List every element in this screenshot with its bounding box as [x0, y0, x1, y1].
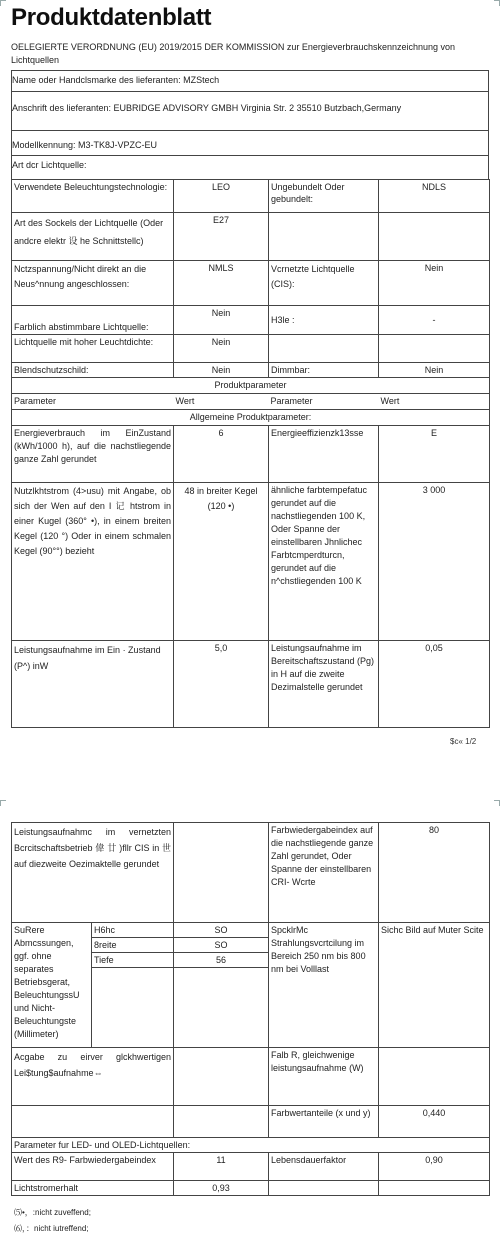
- page-corner-mark: [0, 800, 6, 806]
- cell-label: Farblich abstimmbare Lichtquelle:: [12, 306, 174, 335]
- cell-value: Sichc Bild auf Muter Scite: [379, 923, 490, 1048]
- cell-value: 0,440: [379, 1106, 490, 1138]
- cell-value: E: [379, 426, 490, 483]
- cell-label: Lichtstromerhalt: [12, 1181, 174, 1196]
- address-line: Anschrift des lieferanten: EUBRIDGE ADVISORY GMBH Virginia Str. 2 35510 Butzbach,Germany: [12, 103, 402, 113]
- table-row: [12, 180, 490, 213]
- table-row: [12, 306, 490, 335]
- table-border: [11, 70, 12, 180]
- cell-label: Leistungsaufnahme im Bereitschaftszustand (Pg) in H auf die zweite Dezimalstelle gerundet: [269, 641, 379, 728]
- cell-label: Vcrnetzte Lichtquelle (CIS):: [269, 261, 379, 306]
- cell-label: [269, 335, 379, 363]
- table-border: [488, 70, 489, 180]
- divider: [11, 155, 488, 156]
- table-row: [12, 641, 490, 728]
- cell-value: Nein: [174, 335, 269, 363]
- light-source-type-label: Art dcr Lichtquelle:: [12, 160, 87, 170]
- cell-label: Verwendete Beleuchtungstechnologie:: [12, 180, 174, 213]
- cell-value: NDLS: [379, 180, 490, 213]
- section-header-row: [12, 410, 490, 426]
- cell-value: [174, 1048, 269, 1106]
- table-row: [12, 1048, 490, 1106]
- cell-label: [269, 213, 379, 261]
- table-row: [12, 426, 490, 483]
- table-row: [12, 923, 490, 938]
- cell-value: 11: [174, 1153, 269, 1181]
- divider: [11, 70, 488, 71]
- cell-label: Energieeffizienzk13sse: [269, 426, 379, 483]
- cell-label: SpcklrMc Strahlungsvcrtcilung im Bereich 250 nm bis 800 nm bei Volllast: [269, 923, 379, 1048]
- cell-label: Dimmbar:: [269, 363, 379, 378]
- page-corner-mark: [494, 0, 500, 6]
- cell-value: 48 in breiter Kegel (120 •): [174, 483, 269, 641]
- regulation-text: OELEGIERTE VERORDNUNG (EU) 2019/2015 DER KOMMISSION zur Energieverbrauchskennzeichnung von Lichtquellen: [11, 42, 456, 65]
- table-row: [12, 1153, 490, 1181]
- cell-value: E27: [174, 213, 269, 261]
- cell-label: Leistungsaufnahmc im vernetzten Bcrcitschaftsbetrieb 偉 廿 )fllr CIS in 世 auf diezweite Oezimaktelle gerundet: [12, 823, 174, 923]
- section-header-row: [12, 1138, 490, 1153]
- cell-label: Farbwiedergabeindex auf die nachstliegende ganze Zahl gerundet, Oder Spanne der einstellbaren CRI- Wcrte: [269, 823, 379, 923]
- cell-value: [379, 213, 490, 261]
- dimension-value: SO: [174, 938, 269, 953]
- table-row: [12, 213, 490, 261]
- dimension-spacer: [174, 968, 269, 1048]
- dimension-name: H6hc: [92, 923, 174, 938]
- column-header-row: [12, 394, 490, 410]
- cell-value: [379, 1181, 490, 1196]
- cell-label: Lichtquelle mit hoher Leuchtdichte:: [12, 335, 174, 363]
- table-row: [12, 483, 490, 641]
- dimensions-label: SuRere Abmcssungen, ggf. ohne separates Betriebsgerat, BeleuchtungssU und Nicht-Beleuchtungste (Millimeter): [12, 923, 92, 1048]
- column-header: Wert: [379, 394, 490, 410]
- brand-line: Name oder Handclsmarke des lieferanten: MZStech: [12, 75, 220, 85]
- cell-label: Ungebundelt Oder gebundelt:: [269, 180, 379, 213]
- column-header: Parameter: [269, 394, 379, 410]
- dimension-value: 56: [174, 953, 269, 968]
- cell-label: [12, 1106, 174, 1138]
- cell-label: [269, 1181, 379, 1196]
- table-row: [12, 1106, 490, 1138]
- cell-label: Nctzspannung/Nicht direkt an die Neus^nnung angeschlossen:: [12, 261, 174, 306]
- divider: [11, 91, 488, 92]
- page-corner-mark: [0, 0, 6, 6]
- dimension-name: Tiefe: [92, 953, 174, 968]
- cell-value: 0,90: [379, 1153, 490, 1181]
- cell-label: Acgabe zu eirver glckhwertigen Lei$tung$aufnahme⇔: [12, 1048, 174, 1106]
- dimension-spacer: [92, 968, 174, 1048]
- model-line: Modellkennung: M3-TK8J-VPZC-EU: [12, 140, 158, 150]
- document-title: Produktdatenblatt: [11, 4, 212, 31]
- section-title-led: Parameter fur LED- und OLED-Lichtquellen:: [12, 1138, 490, 1153]
- cell-label: Falb R, gleichwenige leistungsaufnahme (W): [269, 1048, 379, 1106]
- cell-value: 0,05: [379, 641, 490, 728]
- cell-label: Leistungsaufnahme im Ein · Zustand (P^) inW: [12, 641, 174, 728]
- cell-label: Wert des R9- Farbwiedergabeindex: [12, 1153, 174, 1181]
- cell-value: Nein: [379, 363, 490, 378]
- cell-value: Nein: [379, 261, 490, 306]
- cell-value: 0,93: [174, 1181, 269, 1196]
- table-row: [12, 261, 490, 306]
- cell-value: [174, 1106, 269, 1138]
- page-corner-mark: [494, 800, 500, 806]
- footnote: ⑹，：nicht iutreffend;: [14, 1224, 89, 1233]
- table-row: [12, 1181, 490, 1196]
- page-2: [0, 800, 500, 1244]
- product-params-table-continued: [11, 822, 490, 1196]
- cell-label: Energieverbrauch im EinZustand (kWh/1000 h), auf die nachstliegende ganze Zahl gerundet: [12, 426, 174, 483]
- cell-label: Art des Sockels der Lichtquelle (Oder andcre elektr 设 he Schnittstellc): [12, 213, 174, 261]
- section-title-product-params: Produktparameter: [12, 378, 490, 394]
- table-row: [12, 363, 490, 378]
- section-title-general: Allgemeine Produktparameter:: [12, 410, 490, 426]
- cell-value: LEO: [174, 180, 269, 213]
- footnote: ⑸•，:nicht zuveffend;: [14, 1208, 91, 1217]
- cell-label: Nutzlkhtstrom (4>usu) mit Angabe, ob sich der Wen auf den I 记 htstrom in einer Kugel (360° •), in einem breiten Kegel (120 °) Oder in einem schmalen Kegel (90°°) bezieht: [12, 483, 174, 641]
- cell-value: [379, 1048, 490, 1106]
- cell-value: -: [379, 306, 490, 335]
- divider: [11, 130, 488, 131]
- column-header: Parameter: [12, 394, 174, 410]
- column-header: Wert: [174, 394, 269, 410]
- cell-value: 80: [379, 823, 490, 923]
- table-row: [12, 335, 490, 363]
- page-gap: [0, 754, 500, 800]
- cell-value: NMLS: [174, 261, 269, 306]
- cell-label: Lebensdauerfaktor: [269, 1153, 379, 1181]
- cell-value: [379, 335, 490, 363]
- page-number: $c« 1/2: [450, 737, 477, 746]
- section-header-row: [12, 378, 490, 394]
- cell-value: Nein: [174, 306, 269, 335]
- cell-value: 6: [174, 426, 269, 483]
- cell-label: H3le :: [269, 306, 379, 335]
- cell-value: Nein: [174, 363, 269, 378]
- cell-value: [174, 823, 269, 923]
- table-row: [12, 823, 490, 923]
- cell-label: Blendschutzschild:: [12, 363, 174, 378]
- cell-value: 5,0: [174, 641, 269, 728]
- cell-label: ähnliche farbtempefatuc gerundet auf die nachstliegenden 100 K, Oder Spanne der einstellbaren Jhnlichec Farbtcmperdturcn, gerundet auf die n^chstliegenden 100 K: [269, 483, 379, 641]
- dimension-name: 8reite: [92, 938, 174, 953]
- light-source-table: [11, 179, 490, 728]
- dimension-value: SO: [174, 923, 269, 938]
- cell-label: Farbwertanteile (x und y): [269, 1106, 379, 1138]
- cell-value: 3 000: [379, 483, 490, 641]
